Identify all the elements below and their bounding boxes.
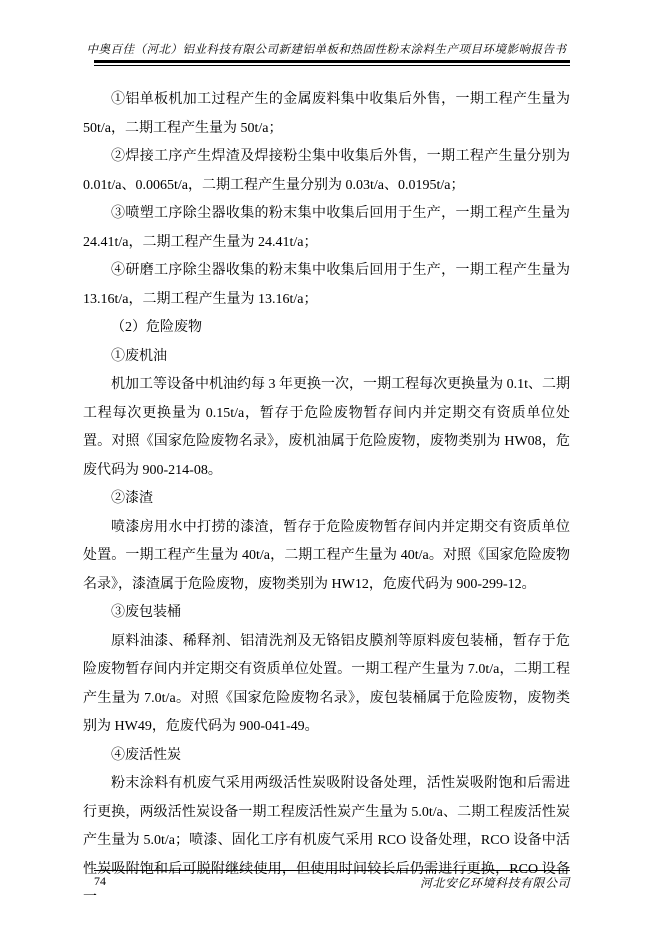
paragraph: ③喷塑工序除尘器收集的粉末集中收集后回用于生产，一期工程产生量为 24.41t/a，二期工程产生量为 24.41t/a； <box>83 206 570 250</box>
subsection-heading: ①废机油 <box>111 348 167 364</box>
paragraph: 喷漆房用水中打捞的漆渣，暂存于危险废物暂存间内并定期交有资质单位处置。一期工程产生量为 40t/a，二期工程产生量为 40t/a。对照《国家危险废物名录》，漆渣属于危险废物，废物类别为 HW12，危废代码为 900-299-12。 <box>83 519 570 592</box>
document-title: 中奥百佳（河北）铝业科技有限公司新建铝单板和热固性粉末涂料生产项目环境影响报告书 <box>86 44 567 56</box>
section-heading: （2）危险废物 <box>111 320 202 335</box>
page-number: 74 <box>94 874 106 888</box>
subsection-heading: ③废包装桶 <box>111 605 181 620</box>
paragraph: 机加工等设备中机油约每 3 年更换一次，一期工程每次更换量为 0.1t、二期工程每次更换量为 0.15t/a，暂存于危险废物暂存间内并定期交有资质单位处置。对照《国家危险废物名录》，废机油属于危险废物，废物类别为 HW08，危废代码为 900-214-08。 <box>83 377 570 478</box>
header-divider-thin-line <box>94 65 570 66</box>
paragraph: ①铝单板机加工过程产生的金属废料集中收集后外售，一期工程产生量为 50t/a，二期工程产生量为 50t/a； <box>83 92 570 136</box>
paragraph: 粉末涂料有机废气采用两级活性炭吸附设备处理，活性炭吸附饱和后需进行更换，两级活性炭设备一期工程废活性炭产生量为 5.0t/a、二期工程废活性炭产生量为 5.0t/a；喷漆、固化工序有机废气采用 RCO 设备处理，RCO 设备中活性炭吸附饱和后可脱附继续使用，但使用时间较长后仍需进行更换，RCO 设备一 <box>83 776 570 905</box>
paragraph: ②焊接工序产生焊渣及焊接粉尘集中收集后外售，一期工程产生量分别为 0.01t/a、0.0065t/a，二期工程产生量分别为 0.03t/a、0.0195t/a； <box>83 149 570 193</box>
subsection-heading: ②漆渣 <box>111 491 153 506</box>
page-header <box>83 41 570 57</box>
paragraph: 原料油漆、稀释剂、铝清洗剂及无铬铝皮膜剂等原料废包装桶，暂存于危险废物暂存间内并定期交有资质单位处置。一期工程产生量为 7.0t/a，二期工程产生量为 7.0t/a。对照《国家危险废物名录》，废包装桶属于危险废物，废物类别为 HW49，危废代码为 900-041-49。 <box>83 633 570 734</box>
company-name: 河北安亿环境科技有限公司 <box>419 876 570 890</box>
paragraph: ④研磨工序除尘器收集的粉末集中收集后回用于生产，一期工程产生量为 13.16t/a，二期工程产生量为 13.16t/a； <box>83 263 570 307</box>
page-footer <box>94 870 570 891</box>
header-divider <box>94 60 570 66</box>
subsection-heading: ④废活性炭 <box>111 747 181 763</box>
document-body <box>83 86 570 913</box>
